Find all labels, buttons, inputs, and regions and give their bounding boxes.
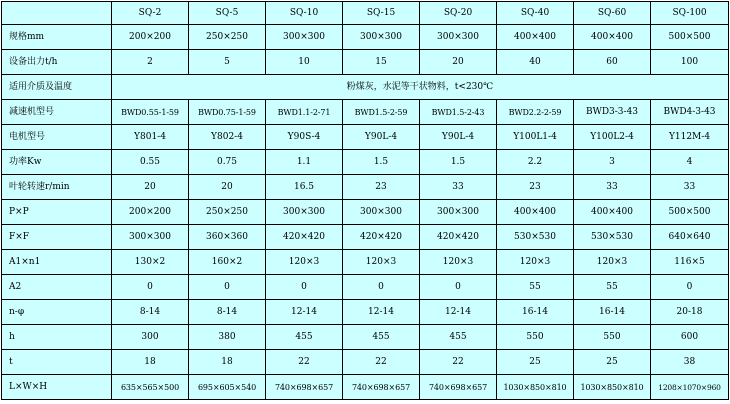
value-cell: 2.2 [497,150,574,175]
table-row [2,25,729,50]
value-cell: 455 [343,325,420,350]
value-cell: Y90L-4 [420,125,497,150]
value-cell: 23 [343,175,420,200]
value-cell: 20-18 [651,300,729,325]
value-cell: 0 [112,275,189,300]
value-cell: 250×250 [189,200,266,225]
value-cell: 40 [497,50,574,75]
value-cell: 16-14 [574,300,651,325]
value-cell: BWD1.5-2-59 [343,100,420,125]
value-cell: 0 [189,275,266,300]
row-label-cell: h [2,325,112,350]
row-label-cell: 规格mm [2,25,112,50]
value-cell: 0.75 [189,150,266,175]
header-row [2,2,729,25]
value-cell: 20 [420,50,497,75]
value-cell: BWD1.1-2-71 [266,100,343,125]
model-header-cell: SQ-10 [266,2,343,25]
value-cell: 33 [574,175,651,200]
value-cell: 360×360 [189,225,266,250]
value-cell: 18 [112,350,189,375]
value-cell: 530×530 [574,225,651,250]
value-cell: 120×3 [420,250,497,275]
value-cell: BWD2.2-2-59 [497,100,574,125]
value-cell: 420×420 [343,225,420,250]
value-cell: 160×2 [189,250,266,275]
value-cell: Y112M-4 [651,125,729,150]
value-cell: 300×300 [420,25,497,50]
value-cell: 420×420 [420,225,497,250]
value-cell: 16-14 [497,300,574,325]
value-cell: 500×500 [651,200,729,225]
table-row [2,300,729,325]
table-row [2,350,729,375]
value-cell: 0 [420,275,497,300]
value-cell: 0 [266,275,343,300]
value-cell: 55 [497,275,574,300]
value-cell: 420×420 [266,225,343,250]
value-cell: 33 [420,175,497,200]
table-row [2,250,729,275]
value-cell: 300×300 [420,200,497,225]
table-row [2,375,729,400]
value-cell: 116×5 [651,250,729,275]
value-cell: 740×698×657 [343,375,420,400]
value-cell: 695×605×540 [189,375,266,400]
value-cell: 12-14 [266,300,343,325]
value-cell: 38 [651,350,729,375]
row-label-cell: n-φ [2,300,112,325]
row-label-cell: 减速机型号 [2,100,112,125]
value-cell: 23 [497,175,574,200]
header-corner-cell [2,2,112,25]
model-header-cell: SQ-40 [497,2,574,25]
value-cell: 530×530 [497,225,574,250]
row-label-cell: t [2,350,112,375]
value-cell: BWD0.55-1-59 [112,100,189,125]
value-cell: 1.1 [266,150,343,175]
value-cell: 0.55 [112,150,189,175]
value-cell: Y90S-4 [266,125,343,150]
value-cell: 18 [189,350,266,375]
table-row [2,225,729,250]
table-row [2,150,729,175]
model-header-cell: SQ-5 [189,2,266,25]
value-cell: 15 [343,50,420,75]
value-cell: 12-14 [343,300,420,325]
value-cell: 20 [112,175,189,200]
spec-table-body [2,2,729,400]
row-label-cell: 功率Kw [2,150,112,175]
row-label-cell: P×P [2,200,112,225]
table-row [2,325,729,350]
value-cell: 100 [651,50,729,75]
table-row [2,200,729,225]
row-label-cell: A2 [2,275,112,300]
value-cell: 20 [189,175,266,200]
value-cell: 400×400 [497,25,574,50]
value-cell: 250×250 [189,25,266,50]
model-header-cell: SQ-15 [343,2,420,25]
value-cell: 120×3 [343,250,420,275]
model-header-cell: SQ-2 [112,2,189,25]
table-row [2,75,729,100]
value-cell: 4 [651,150,729,175]
row-label-cell: L×W×H [2,375,112,400]
value-cell: 640×640 [651,225,729,250]
value-cell: 120×3 [266,250,343,275]
table-row [2,275,729,300]
value-cell: 22 [420,350,497,375]
value-cell: 12-14 [420,300,497,325]
value-cell: 1030×850×810 [497,375,574,400]
row-label-cell: 适用介质及温度 [2,75,112,100]
model-header-cell: SQ-60 [574,2,651,25]
value-cell: 1208×1070×960 [651,375,729,400]
value-cell: 200×200 [112,25,189,50]
row-label-cell: 设备出力t/h [2,50,112,75]
value-cell: 1.5 [343,150,420,175]
value-cell: Y801-4 [112,125,189,150]
value-cell: 550 [497,325,574,350]
value-cell: 10 [266,50,343,75]
value-cell: 400×400 [574,25,651,50]
value-cell: 25 [574,350,651,375]
value-cell: Y100L2-4 [574,125,651,150]
value-cell: Y802-4 [189,125,266,150]
value-cell: BWD4-3-43 [651,100,729,125]
value-cell: 455 [420,325,497,350]
value-cell: 300×300 [343,200,420,225]
value-cell: 1.5 [420,150,497,175]
value-cell: 300 [112,325,189,350]
value-cell: 60 [574,50,651,75]
value-cell: 120×3 [497,250,574,275]
value-cell: 380 [189,325,266,350]
table-row [2,100,729,125]
value-cell: 0 [651,275,729,300]
row-label-cell: A1×n1 [2,250,112,275]
value-cell: 300×300 [266,200,343,225]
value-cell: 2 [112,50,189,75]
merged-value-cell: 粉煤灰，水泥等干状物料，t<230℃ [112,75,729,100]
value-cell: 740×698×657 [266,375,343,400]
value-cell: BWD0.75-1-59 [189,100,266,125]
value-cell: BWD3-3-43 [574,100,651,125]
value-cell: 22 [343,350,420,375]
value-cell: 550 [574,325,651,350]
value-cell: 300×300 [343,25,420,50]
value-cell: 200×200 [112,200,189,225]
value-cell: 33 [651,175,729,200]
value-cell: 455 [266,325,343,350]
model-header-cell: SQ-20 [420,2,497,25]
value-cell: 0 [343,275,420,300]
value-cell: Y90L-4 [343,125,420,150]
value-cell: 635×565×500 [112,375,189,400]
table-row [2,125,729,150]
spec-table [1,1,729,400]
value-cell: 120×3 [574,250,651,275]
table-row [2,50,729,75]
value-cell: 8-14 [189,300,266,325]
value-cell: 1030×850×810 [574,375,651,400]
value-cell: 600 [651,325,729,350]
row-label-cell: F×F [2,225,112,250]
table-row [2,175,729,200]
value-cell: Y100L1-4 [497,125,574,150]
value-cell: 300×300 [112,225,189,250]
row-label-cell: 电机型号 [2,125,112,150]
value-cell: 740×698×657 [420,375,497,400]
row-label-cell: 叶轮转速r/min [2,175,112,200]
value-cell: 500×500 [651,25,729,50]
value-cell: 22 [266,350,343,375]
value-cell: 300×300 [266,25,343,50]
value-cell: 55 [574,275,651,300]
value-cell: 25 [497,350,574,375]
value-cell: 5 [189,50,266,75]
value-cell: BWD1.5-2-43 [420,100,497,125]
value-cell: 400×400 [497,200,574,225]
value-cell: 400×400 [574,200,651,225]
model-header-cell: SQ-100 [651,2,729,25]
value-cell: 8-14 [112,300,189,325]
value-cell: 130×2 [112,250,189,275]
value-cell: 16.5 [266,175,343,200]
value-cell: 3 [574,150,651,175]
